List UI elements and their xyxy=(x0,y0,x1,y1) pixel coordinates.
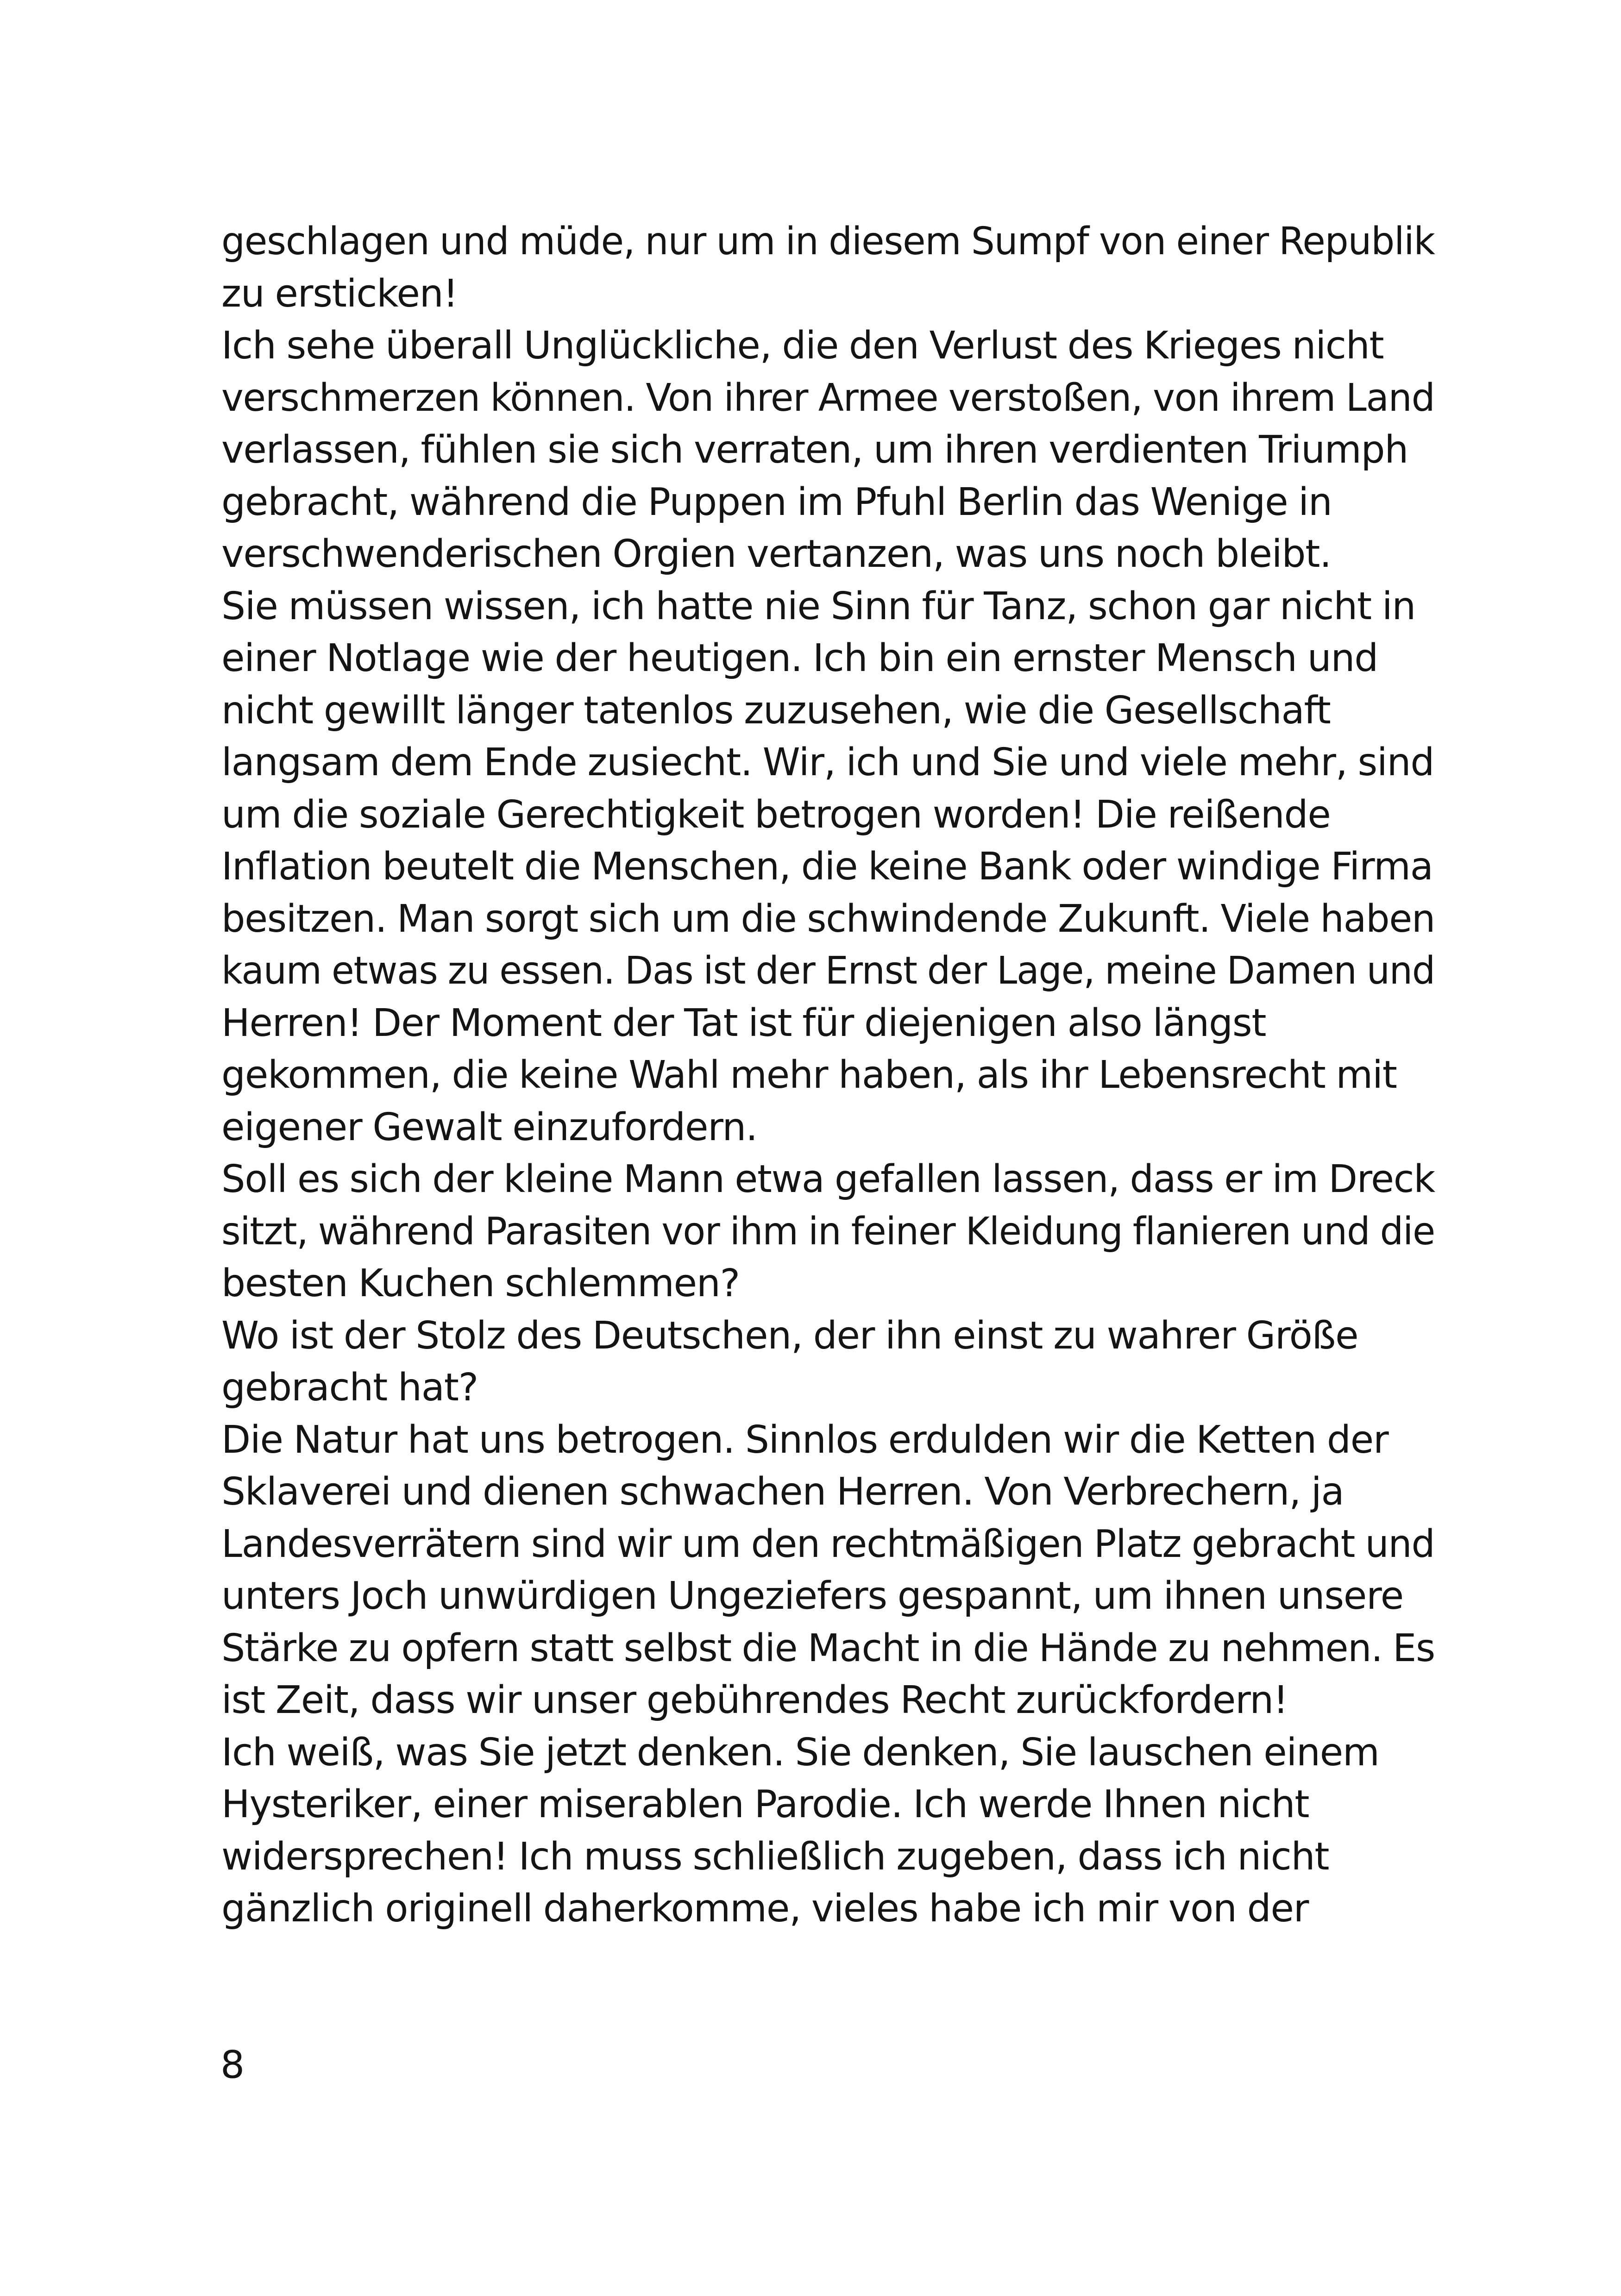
text-line: ist Zeit, dass wir unser gebührendes Recht zurückfordern! xyxy=(221,1678,1288,1722)
text-line: Stärke zu opfern statt selbst die Macht in die Hände zu nehmen. Es xyxy=(221,1626,1435,1670)
text-line: langsam dem Ende zusiecht. Wir, ich und Sie und viele mehr, sind xyxy=(221,740,1434,784)
text-line: Landesverrätern sind wir um den rechtmäßigen Platz gebracht und xyxy=(221,1522,1435,1566)
text-line: gebracht hat? xyxy=(221,1366,478,1410)
text-line: verlassen, fühlen sie sich verraten, um ihren verdienten Triumph xyxy=(221,428,1408,472)
text-line: Wo ist der Stolz des Deutschen, der ihn einst zu wahrer Größe xyxy=(221,1313,1358,1358)
text-line: Sklaverei und dienen schwachen Herren. Von Verbrechern, ja xyxy=(221,1470,1344,1514)
text-line: kaum etwas zu essen. Das ist der Ernst der Lage, meine Damen und xyxy=(221,949,1435,993)
text-line: zu ersticken! xyxy=(221,271,458,316)
text-line: Herren! Der Moment der Tat ist für diejenigen also längst xyxy=(221,1001,1266,1045)
text-line: besten Kuchen schlemmen? xyxy=(221,1261,740,1305)
text-line: Hysteriker, einer miserablen Parodie. Ich werde Ihnen nicht xyxy=(221,1782,1309,1826)
text-line: besitzen. Man sorgt sich um die schwindende Zukunft. Viele haben xyxy=(221,897,1435,941)
text-line: um die soziale Gerechtigkeit betrogen worden! Die reißende xyxy=(221,792,1331,837)
text-line: Ich sehe überall Unglückliche, die den Verlust des Krieges nicht xyxy=(221,324,1384,368)
body-text xyxy=(221,216,1435,1935)
text-line: einer Notlage wie der heutigen. Ich bin ein ernster Mensch und xyxy=(221,636,1378,680)
text-line: sitzt, während Parasiten vor ihm in feiner Kleidung flanieren und die xyxy=(221,1209,1435,1254)
text-line: gekommen, die keine Wahl mehr haben, als ihr Lebensrecht mit xyxy=(221,1053,1397,1097)
page-number: 8 xyxy=(220,2043,245,2087)
text-line: gebracht, während die Puppen im Pfuhl Berlin das Wenige in xyxy=(221,480,1332,524)
text-line: Sie müssen wissen, ich hatte nie Sinn für Tanz, schon gar nicht in xyxy=(221,584,1416,628)
text-line: Inflation beutelt die Menschen, die keine Bank oder windige Firma xyxy=(221,845,1433,889)
text-line: Die Natur hat uns betrogen. Sinnlos erdulden wir die Ketten der xyxy=(221,1418,1389,1462)
text-line: geschlagen und müde, nur um in diesem Sumpf von einer Republik xyxy=(221,220,1435,263)
text-line: verschmerzen können. Von ihrer Armee verstoßen, von ihrem Land xyxy=(221,376,1435,420)
text-line: Ich weiß, was Sie jetzt denken. Sie denken, Sie lauschen einem xyxy=(221,1730,1379,1775)
text-line: widersprechen! Ich muss schließlich zugeben, dass ich nicht xyxy=(221,1834,1329,1879)
text-line: verschwenderischen Orgien vertanzen, was uns noch bleibt. xyxy=(221,532,1332,576)
text-line: nicht gewillt länger tatenlos zuzusehen, wie die Gesellschaft xyxy=(221,688,1331,733)
text-line: Soll es sich der kleine Mann etwa gefallen lassen, dass er im Dreck xyxy=(221,1157,1435,1201)
text-line: unters Joch unwürdigen Ungeziefers gespannt, um ihnen unsere xyxy=(221,1574,1404,1618)
text-line: gänzlich originell daherkomme, vieles habe ich mir von der xyxy=(221,1887,1309,1931)
text-line: eigener Gewalt einzufordern. xyxy=(221,1105,757,1149)
